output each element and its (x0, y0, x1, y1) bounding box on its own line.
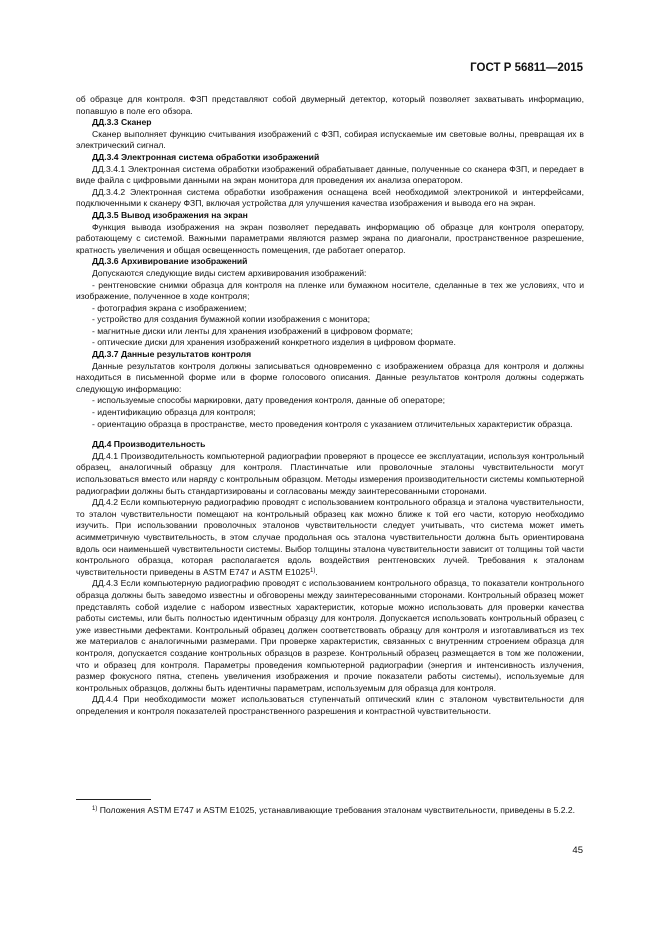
paragraph (76, 222, 584, 257)
list-item (76, 337, 584, 349)
paragraph-tail: . (315, 566, 318, 577)
paragraph-text: ДД.4.2 Если компьютерную радиографию проводят с использованием контрольного образца и эталона чувствительности, то эталон чувствительности помещают на контрольный образец как можно ближе к той его части, которую необходимо изучить. При использовании проволочных эталонов чувствительности следует учитывать, что система может иметь асимметричную чувствительность, в этом случае продольная ось эталона чувствительности должна быть ориентирована вдоль оси наименьшей чувствительности системы. Выбор толщины эталона чувствительности зависит от толщины той части контрольного образца, которая располагается вдоль воздействия рентгеновских лучей. Требования к эталонам чувствительности приведены в ASTM E747 и ASTM E1025 (76, 497, 584, 577)
list-item (76, 419, 584, 431)
paragraph (76, 497, 584, 578)
paragraph-text: ДД.3.7 Данные результатов контроля (92, 349, 252, 360)
paragraph-text: - фотография экрана с изображением; (92, 302, 247, 313)
paragraph (76, 268, 584, 280)
list-item (76, 326, 584, 338)
footnote-mark: 1) (92, 806, 98, 812)
list-item (76, 407, 584, 419)
paragraph-text: Сканер выполняет функцию считывания изображений с ФЗП, собирая испускаемые им световые волны, превращая их в электрический сигнал. (76, 128, 584, 151)
paragraph-text: - устройство для создания бумажной копии изображения с монитора; (92, 314, 371, 325)
section-heading (76, 256, 584, 268)
paragraph-text: ДД.4.3 Если компьютерную радиографию проводят с использованием контрольного образца, то показатели контрольного образца должны быть заведомо известны и обговорены между заинтересованными сторонами. Контрольный образец может представлять собой изделие с набором известных характеристик, которые можно использовать для проверки качества работы системы, или быть полностью идентичным образцу для контроля. Допускается использовать контрольный образец с уже известными дефектами. Контрольный образец должен соответствовать образцу для контроля и изготавливаться из тех же материалов с аналогичными размерами. При проверке характеристик, связанных с внутренним строением образца для контроля, допускается создание контрольных образцов в разрезе. Контрольный образец размещается в том же положении, что и образец для контроля. Параметры проведения компьютерной радиографии (энергия и интенсивность излучения, размер фокусного пятна, степень увеличения изображения и прочие показатели работы системы), используемые для контрольных образцов, должны быть идентичны параметрам, используемым для образца для контроля. (76, 578, 584, 693)
section-heading (76, 210, 584, 222)
paragraph-text: Данные результатов контроля должны записываться одновременно с изображением образца для контроля и должны находиться в письменной форме или в форме голосового описания. Данные результатов контроля должны содержать следующую информацию: (76, 360, 584, 394)
list-item (76, 303, 584, 315)
footnote-text: Положения ASTM E747 и ASTM E1025, устанавливающие требования эталонам чувствительности, приведены в 5.2.2. (97, 805, 576, 815)
footnote-divider (76, 799, 151, 800)
paragraph-text: ДД.3.6 Архивирование изображений (92, 256, 248, 267)
paragraph-text: - ориентацию образца в пространстве, место проведения контроля с указанием отличительных характеристик образца. (92, 418, 573, 429)
paragraph (76, 129, 584, 152)
paragraph-text: Допускаются следующие виды систем архивирования изображений: (92, 267, 367, 278)
section-heading (76, 439, 584, 451)
paragraph-text: ДД.4.1 Производительность компьютерной радиографии проверяют в процессе ее эксплуатации, используя контрольный образец, аналогичный образцу для контроля. Пластинчатые или проволочные эталоны чувствительности могут использоваться вместо или наряду с контрольным образцом. Методы измерения производительности системы компьютерной радиографии должны быть стандартизированы и согласованы между заинтересованными сторонами. (76, 450, 584, 496)
paragraph-text: ДД.3.4.1 Электронная система обработки изображений обрабатывает данные, полученные со сканера ФЗП, и передает в виде файла с цифровыми данными на экран монитора для проведения их анализа оператором. (76, 163, 584, 186)
list-item (76, 395, 584, 407)
section-heading (76, 152, 584, 164)
paragraph-text: об образце для контроля. ФЗП представляют собой двумерный детектор, который позволяет захватывать информацию, попавшую в поле его обзора. (76, 94, 584, 116)
paragraph-text: Функция вывода изображения на экран позволяет передавать информацию об образце для контроля оператору, работающему с системой. Важными параметрами являются размер экрана по диагонали, пространственное разрешение, кратность увеличения и общая освещенность помещения, где работает оператор. (76, 221, 584, 255)
paragraph-text: ДД.3.3 Сканер (92, 117, 152, 128)
footnote-reference: 1) (309, 567, 316, 574)
paragraph (76, 451, 584, 497)
page-number: 45 (572, 845, 583, 856)
list-item (76, 314, 584, 326)
footnote (76, 805, 584, 817)
section-heading (76, 117, 584, 129)
paragraph-text: ДД.3.4 Электронная система обработки изображений (92, 151, 320, 162)
paragraph-text: ДД.3.5 Вывод изображения на экран (92, 209, 248, 220)
paragraph-text: ДД.4 Производительность (92, 439, 206, 450)
paragraph (76, 187, 584, 210)
document-header: ГОСТ Р 56811—2015 (470, 62, 583, 74)
paragraph-text: ДД.3.4.2 Электронная система обработки изображения оснащена всей необходимой электроникой и интерфейсами, подключенными к сканеру ФЗП, включая устройства для улучшения качества изображения и вывода его на экран. (76, 186, 584, 209)
paragraph (76, 578, 584, 694)
paragraph (76, 164, 584, 187)
paragraph-text: - оптические диски для хранения изображений конкретного изделия в цифровом формате. (92, 337, 456, 348)
paragraph (76, 361, 584, 396)
list-item (76, 280, 584, 303)
paragraph-text: - магнитные диски или ленты для хранения изображений в цифровом формате; (92, 325, 413, 336)
paragraph-text: - рентгеновские снимки образца для контроля на пленке или бумажном носителе, сделанные в тех же условиях, что и изображение, полученное в ходе контроля; (76, 279, 584, 302)
paragraph-text: - идентификацию образца для контроля; (92, 407, 256, 418)
document-body (76, 94, 584, 717)
paragraph (76, 694, 584, 717)
paragraph (76, 94, 584, 117)
paragraph-text: - используемые способы маркировки, дату проведения контроля, данные об операторе; (92, 395, 446, 406)
section-heading (76, 349, 584, 361)
paragraph-text: ДД.4.4 При необходимости может использоваться ступенчатый оптический клин с эталоном чувствительности для определения и контроля показателей пространственного разрешения и контрастной чувствительности. (76, 694, 584, 716)
